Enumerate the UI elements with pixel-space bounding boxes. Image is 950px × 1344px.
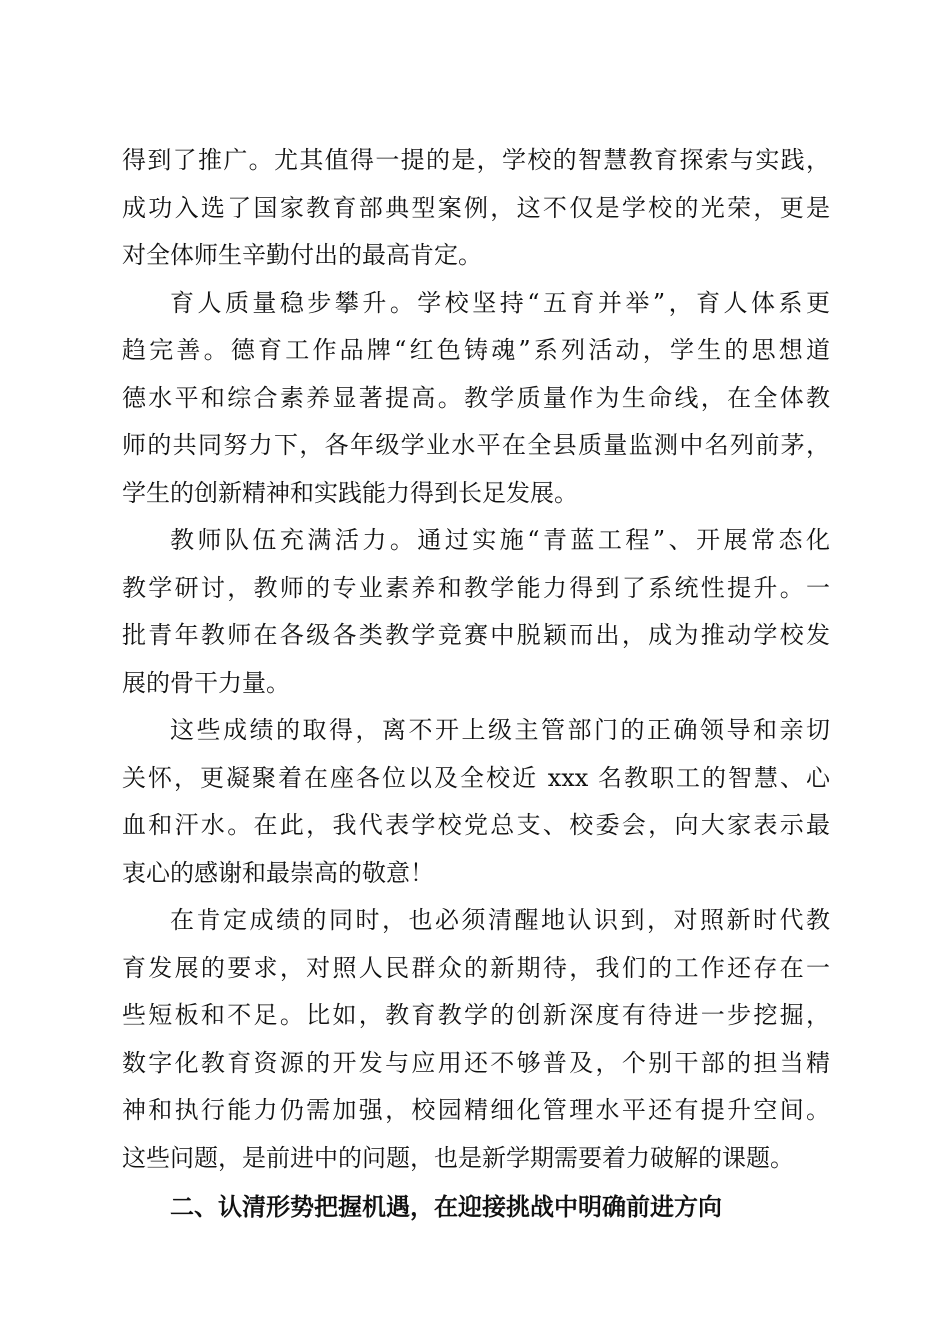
paragraph-teacher-team [122, 517, 830, 707]
text-line: 血和汗水。在此，我代表学校党总支、校委会，向大家表示最 [122, 811, 830, 839]
text-line: 批青年教师在各级各类教学竞赛中脱颖而出，成为推动学校发 [122, 621, 830, 649]
paragraph-thanks [122, 707, 830, 897]
text-line: 学生的创新精神和实践能力得到长足发展。 [122, 478, 578, 507]
text-line: 成功入选了国家教育部典型案例，这不仅是学校的光荣，更是 [122, 193, 830, 222]
text-line: 神和执行能力仍需加强，校园精细化管理水平还有提升空间。 [122, 1096, 830, 1124]
text-line: 数字化教育资源的开发与应用还不够普及，个别干部的担当精 [122, 1048, 830, 1077]
text-line: 衷心的感谢和最崇高的敬意！ [122, 858, 434, 887]
text-line: 德水平和综合素养显著提高。教学质量作为生命线，在全体教 [122, 383, 830, 412]
text-line: 在肯定成绩的同时，也必须清醒地认识到，对照新时代教 [170, 906, 830, 934]
text-line: 关怀，更凝聚着在座各位以及全校近 xxx 名教职工的智慧、心 [122, 763, 830, 792]
text-line: 这些成绩的取得，离不开上级主管部门的正确领导和亲切 [170, 716, 830, 744]
text-line: 教学研讨，教师的专业素养和教学能力得到了系统性提升。一 [122, 573, 830, 602]
document-page [122, 137, 830, 1232]
text-line: 教师队伍充满活力。通过实施“青蓝工程”、开展常态化 [170, 526, 830, 554]
text-line: 育人质量稳步攀升。学校坚持“五育并举”，育人体系更 [170, 288, 830, 317]
text-line: 趋完善。德育工作品牌“红色铸魂”系列活动，学生的思想道 [122, 336, 830, 364]
paragraph-shortcomings [122, 897, 830, 1182]
text-line: 展的骨干力量。 [122, 668, 290, 697]
paragraph-achievements-continued [122, 137, 830, 280]
text-line: 这些问题，是前进中的问题，也是新学期需要着力破解的课题。 [122, 1143, 794, 1172]
section-heading: 二、认清形势把握机遇，在迎接挑战中明确前进方向 [170, 1193, 722, 1221]
text-line: 育发展的要求，对照人民群众的新期待，我们的工作还存在一 [122, 953, 830, 982]
text-line: 些短板和不足。比如，教育教学的创新深度有待进一步挖掘， [122, 1001, 830, 1029]
text-line: 得到了推广。尤其值得一提的是，学校的智慧教育探索与实践， [122, 146, 830, 174]
text-line: 师的共同努力下，各年级学业水平在全县质量监测中名列前茅， [122, 431, 830, 459]
text-line: 对全体师生辛勤付出的最高肯定。 [122, 241, 482, 269]
paragraph-education-quality [122, 280, 830, 518]
